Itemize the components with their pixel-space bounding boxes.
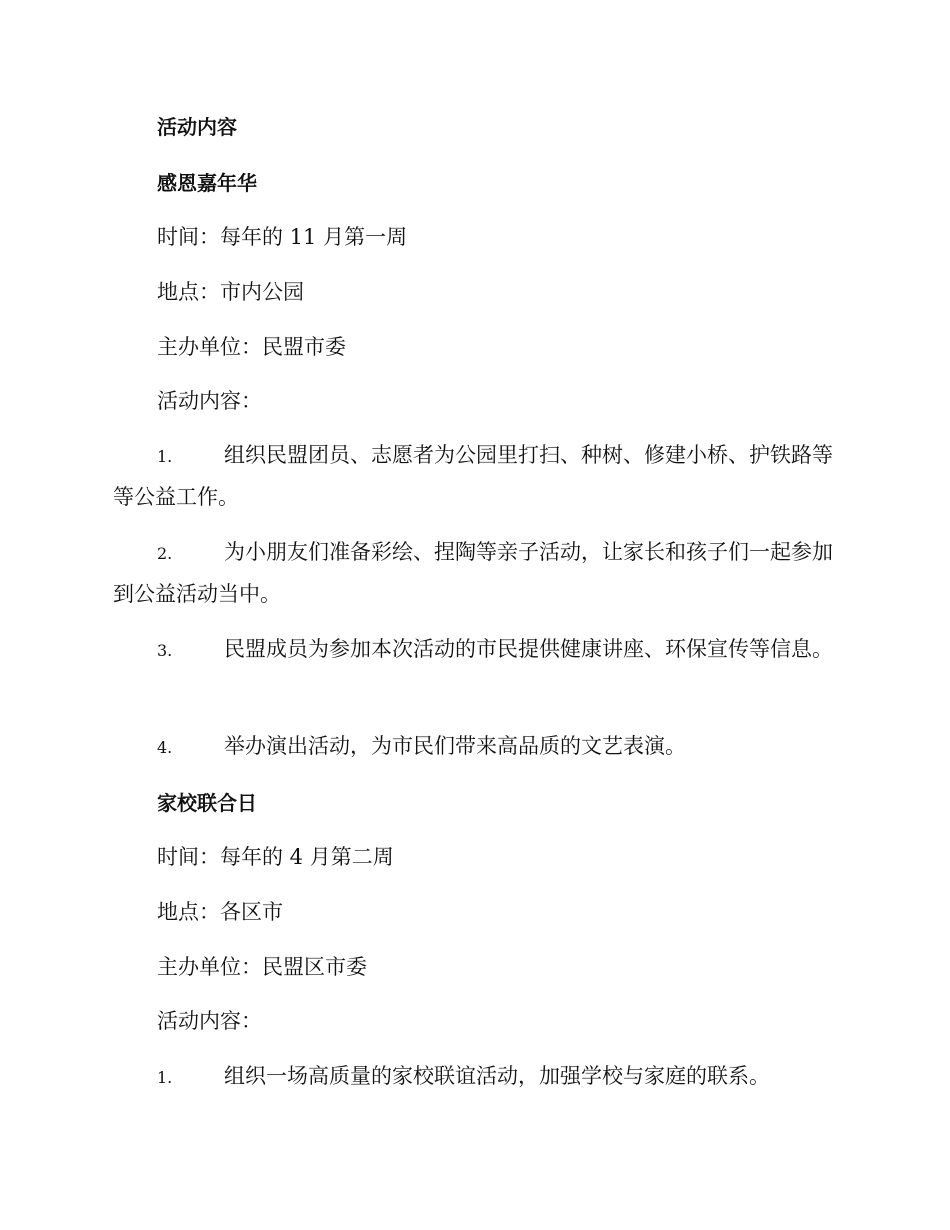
list-item-number: 1.: [157, 447, 173, 466]
event-content-label: 活动内容：: [157, 1009, 262, 1033]
list-item-text: 民盟成员为参加本次活动的市民提供健康讲座、环保宣传等信息。: [224, 637, 833, 661]
list-item: [113, 532, 835, 615]
event-content-label: 活动内容：: [157, 389, 262, 413]
event-title: 感恩嘉年华: [157, 171, 257, 195]
event-time: 时间：每年的 11 月第一周: [157, 225, 408, 249]
list-item-text: 组织民盟团员、志愿者为公园里打扫、种树、修建小桥、护铁路等等公益工作。: [113, 443, 833, 509]
list-item: [113, 1056, 835, 1098]
list-item-number: 4.: [157, 738, 173, 757]
section-title: 活动内容: [157, 115, 237, 139]
list-item-text: 举办演出活动，为市民们带来高品质的文艺表演。: [224, 734, 686, 758]
list-item-text: 为小朋友们准备彩绘、捏陶等亲子活动，让家长和孩子们一起参加到公益活动当中。: [113, 540, 833, 606]
event-place: 地点：市内公园: [157, 280, 304, 304]
list-item-number: 1.: [157, 1068, 173, 1087]
event-title: 家校联合日: [157, 791, 257, 815]
list-item: [113, 629, 835, 671]
list-item: [113, 435, 835, 518]
event-host: 主办单位：民盟市委: [157, 335, 346, 359]
list-item-number: 3.: [157, 641, 173, 660]
list-item: [113, 726, 835, 768]
event-place: 地点：各区市: [157, 900, 283, 924]
event-host: 主办单位：民盟区市委: [157, 955, 367, 979]
list-item-number: 2.: [157, 544, 173, 563]
list-item-text: 组织一场高质量的家校联谊活动，加强学校与家庭的联系。: [224, 1064, 770, 1088]
event-time: 时间：每年的 4 月第二周: [157, 845, 394, 869]
